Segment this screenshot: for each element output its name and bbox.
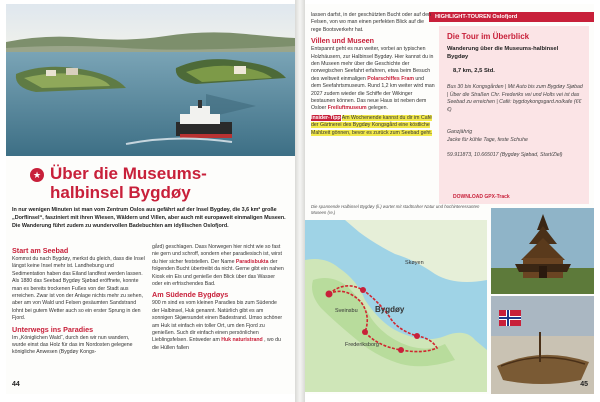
insider-tip-text: Am Wochenende kannst du dir im Café der Gärtnerei des Bygdøy Kongsgård eine köstliche Mahlzeit gönnen, bevor es zurück zum Seebad geht. (311, 114, 433, 136)
text-column-2 (152, 244, 285, 354)
paragraph-museums (311, 46, 435, 113)
overview-coordinates[interactable]: 59.911873, 10.665017 (Bygdøy Sjøbad, Start/Ziel) (447, 152, 563, 158)
paragraph-bay-text: gård) geschlagen. Dass Norwegen hier nicht wie so fast nie gern und schroff, sondern eher paradiesisch ist, wirst du hier sicher feststellen. Der Name (152, 244, 282, 265)
paragraph-bay-end: der folgenden Bucht übertreibt da nicht. Gerne gibt ein nahen Kiosk ein Eis und genieße den Blick über das Wasser oder ein erfrischendes Bad. (152, 258, 284, 288)
paragraph-south-text: 900 m sind es vom kleinen Paradies bis zum Südende der Halbinsel, Huk genannt. Natürlich gibt es am sonnigen Skjærsundet einen Badestrand. Umso schöner am Huk ist einfach ein toller Ort, um den Fjord zu genießen. Such dir einfach einen persönlichen Lieblingsfelsen. Entweder am (152, 300, 283, 344)
insider-tip (311, 115, 435, 137)
overview-season: Ganzjährig (447, 129, 473, 135)
map-caption: Die spannende Halbinsel Bygdøy (li.) wartet mit stadtnaher Natur und hochinteressanten Museen (re.) (311, 204, 480, 215)
paragraph-top: lassen darfst, in der geschützten Bucht oder auf den Felsen, von wo man einen perfekten Blick auf die rege Bootsverkehr hat. (311, 12, 431, 33)
polar-ship-link[interactable]: Polarschiffes Fram (367, 75, 414, 82)
page-title: Über die Museums-halbinsel Bygdøy (50, 164, 207, 202)
overview-subtitle: Wanderung über die Museums-halbinsel Bygdøy (447, 46, 559, 60)
paragraph-museums-text: Entspannt geht es nun weiter, vorbei an typischen Holzhäusern, zur Halbinsel Bygdøy. Hier kannst du in den Museen mehr über die Geschichte der norwegischen Seefahrt erfahren, etwa beim Besuch des weltweit einmaligen (311, 46, 434, 82)
page-number-left: 44 (12, 381, 20, 388)
gpx-download-link[interactable]: DOWNLOAD GPX-Track (453, 194, 510, 200)
huk-beach-link[interactable]: Huk naturistrand (221, 337, 263, 344)
paragraph-museums-mid: und dem Seefahrtsmuseum. Rund 1,2 km weiter wird man 2027 zudem wieder die Schiffe der Wikinger bestaunen können. Das neue Haus ist neben dem Osloer (311, 75, 435, 112)
map-label-area: Sveinsbu (335, 308, 358, 314)
stave-church-photo (491, 208, 594, 294)
highlight-tours-tag (429, 12, 594, 22)
subheading-paradise: Unterwegs ins Paradies (12, 324, 94, 334)
section-title-block (30, 164, 280, 202)
subheading-south: Am Südende Bygdøys (152, 290, 229, 300)
overview-title: Die Tour im Überblick (447, 32, 530, 41)
fjord-photo (6, 4, 295, 156)
insider-tip-label: Insider-Tipp (311, 114, 341, 121)
open-air-museum-link[interactable]: Freiluftmuseum (327, 105, 367, 112)
left-page (6, 4, 295, 394)
subheading-start: Start am Seebad (12, 246, 69, 255)
overview-transport: Bus 30 bis Kongsgården | Mit Auto bis zum Bygdøy Sjøbad | Über die Straßen Chr. Frederiks vei und Holts vei ist das Seebad zu erreichen | Café: bygdoykongsgard.no/kafe (€€€) (447, 84, 583, 113)
paragraph-museums-end: gelegen. (366, 105, 389, 112)
paradisbukta-link[interactable]: Paradisbukta (235, 258, 269, 265)
paragraph-south-end: , wo du die Hüllen fallen (152, 337, 281, 351)
map-label-island: Bygdøy (375, 305, 405, 314)
paragraph-paradise: Im „Königlichen Wald“, durch den wir nun wandern, wurde einst das Holz für das im Nordosten gelegene königliche Anwesen (Bygdøy Kongs- (12, 334, 133, 356)
paragraph-start: Kommst du nach Bygdøy, merkst du gleich, dass die Insel längst keine Insel mehr ist. Landhebung und Sedimentation haben das Eiland landfest werden lassen. Als 1880 das Seebad Bygdøy Sjøbad eröffnete, konnte man es bereits trockenen Fußes von der Stadt aus erreichen. Zwar ist von der Anlage nichts mehr zu sehen, aber am von Wald und Felsen gesäumten Sandstrand lohnt bei gutem Wetter auch so ein erster Sprung in den Fjord. (12, 256, 145, 322)
route-map (305, 220, 487, 392)
map-label-district: Skøyen (405, 260, 424, 266)
highlight-region: Oslofjord (492, 14, 518, 20)
museum-ship-photo (491, 296, 594, 394)
star-icon: ★ (30, 168, 44, 182)
subheading-villas: Villen und Museen (311, 36, 374, 46)
tour-overview-box (439, 26, 589, 204)
page-number-right: 45 (580, 381, 588, 388)
highlight-tag-label: HIGHLIGHT-TOUREN (435, 14, 491, 20)
paragraph-south (152, 300, 285, 352)
text-column-1 (12, 244, 145, 359)
overview-gear: Jacke für kühle Tage, feste Schuhe (447, 137, 528, 143)
paragraph-bay (152, 244, 285, 288)
right-page (305, 4, 594, 394)
map-label-town: Frederiksborg (345, 342, 379, 348)
lead-paragraph: In nur wenigen Minuten ist man vom Zentrum Oslos aus gefährt auf der Insel Bygdøy, die 3,6 km² große „Dorflinsel“, fasziniert mit ihren Wiesen, Wäldern und Villen, aber auch mit europaweit einmaligen Museen. Die Wanderung führt zudem zu wundervollen Badebuchten am idyllischen Oslofjord. (12, 207, 286, 229)
book-gutter (295, 0, 305, 402)
right-text-column (311, 12, 435, 139)
overview-distance: 8,7 km, 2,5 Std. (453, 68, 495, 74)
